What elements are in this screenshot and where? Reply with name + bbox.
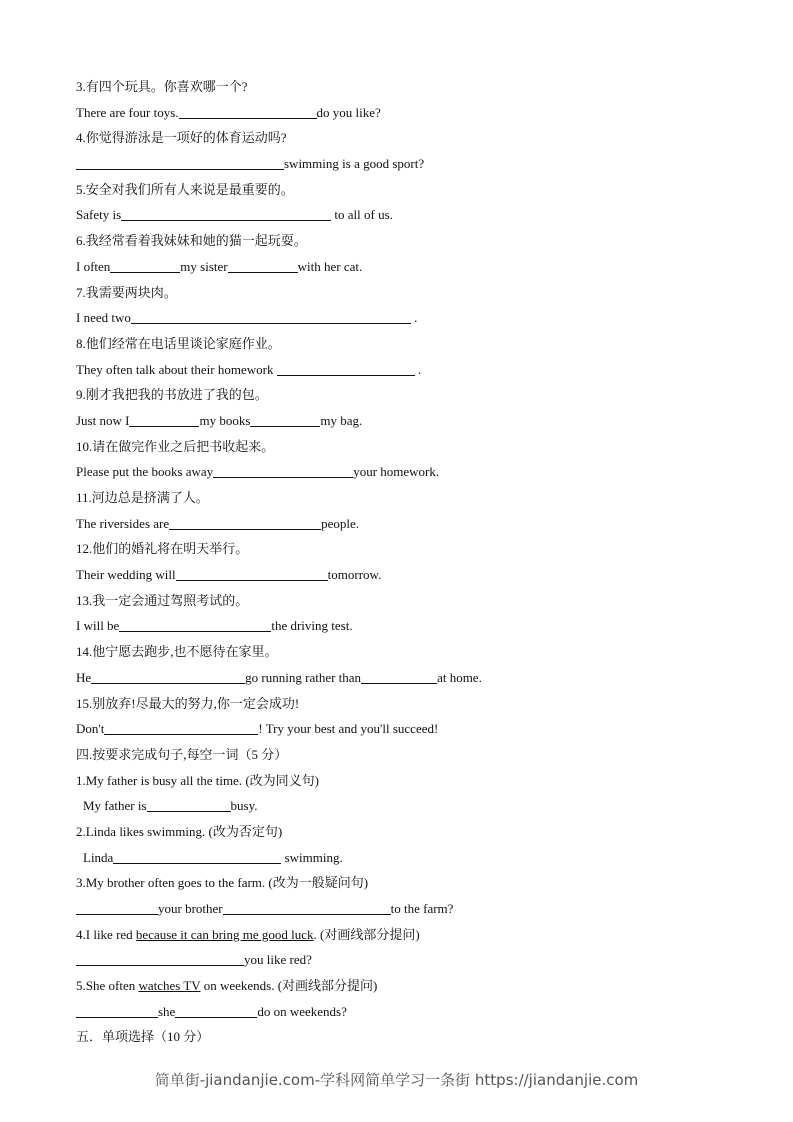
question-10-chinese: 10.请在做完作业之后把书收起来。 xyxy=(76,438,275,454)
answer-blank[interactable] xyxy=(147,797,231,812)
question-10-english: Please put the books away your homework. xyxy=(76,464,440,480)
question-12-english: Their wedding will tomorrow. xyxy=(76,567,382,583)
answer-blank[interactable] xyxy=(228,258,298,273)
rewrite-4-answer: you like red? xyxy=(76,947,736,973)
question-7-chinese: 7.我需要两块肉。 xyxy=(76,284,177,300)
question-8-chinese: 8.他们经常在电话里谈论家庭作业。 xyxy=(76,335,281,351)
answer-blank[interactable] xyxy=(104,720,258,735)
rewrite-4-prompt: 4.I like red because it can bring me good luck. (对画线部分提问) xyxy=(76,926,420,942)
question-15-english: Don't ! Try your best and you'll succeed! xyxy=(76,721,439,737)
answer-blank[interactable] xyxy=(277,361,415,376)
answer-blank[interactable] xyxy=(213,463,353,478)
answer-blank[interactable] xyxy=(76,900,158,915)
rewrite-1-prompt: 1.My father is busy all the time. (改为同义句) xyxy=(76,772,319,788)
question-7-english: I need two . xyxy=(76,310,418,326)
rewrite-3-prompt: 3.My brother often goes to the farm. (改为一般疑问句) xyxy=(76,875,369,891)
answer-blank[interactable] xyxy=(119,617,271,632)
answer-blank[interactable] xyxy=(129,412,199,427)
answer-blank[interactable] xyxy=(176,566,328,581)
question-13-english: I will be the driving test. xyxy=(76,618,353,634)
answer-blank[interactable] xyxy=(76,1003,158,1018)
section-5-heading: 五．单项选择（10 分） xyxy=(76,1029,210,1045)
page-footer: 简单街-jiandanjie.com-学科网简单学习一条街 https://jiandanjie.com xyxy=(154,1071,639,1089)
question-12-chinese: 12.他们的婚礼将在明天举行。 xyxy=(76,541,249,557)
answer-blank[interactable] xyxy=(121,206,331,221)
answer-blank[interactable] xyxy=(113,849,281,864)
rewrite-1-answer: My father is busy. xyxy=(83,798,258,814)
rewrite-2-prompt: 2.Linda likes swimming. (改为否定句) xyxy=(76,823,283,839)
question-14-chinese: 14.他宁愿去跑步,也不愿待在家里。 xyxy=(76,644,278,660)
question-5-english: Safety is to all of us. xyxy=(76,207,393,223)
underlined-phrase: because it can bring me good luck xyxy=(135,926,314,942)
answer-blank[interactable] xyxy=(169,515,321,530)
question-11-chinese: 11.河边总是挤满了人。 xyxy=(76,490,209,505)
question-13-chinese: 13.我一定会通过驾照考试的。 xyxy=(76,592,249,608)
question-3-english: There are four toys. do you like? xyxy=(76,104,381,120)
worksheet-content xyxy=(76,74,736,1050)
answer-blank[interactable] xyxy=(76,155,284,170)
answer-blank[interactable] xyxy=(76,951,244,966)
rewrite-2-answer: Linda swimming. xyxy=(83,849,343,865)
question-14-english: He go running rather than at home. xyxy=(76,669,482,685)
question-6-chinese: 6.我经常看着我妹妹和她的猫一起玩耍。 xyxy=(76,233,307,249)
answer-blank[interactable] xyxy=(223,900,391,915)
answer-blank[interactable] xyxy=(361,669,437,684)
rewrite-5-prompt: 5.She often watches TV on weekends. (对画线部分提问) xyxy=(76,978,378,994)
question-8-english: They often talk about their homework . xyxy=(76,361,422,377)
question-9-english: Just now I my books my bag. xyxy=(76,412,363,428)
question-6-english: I often my sister with her cat. xyxy=(76,258,363,274)
question-4-english: swimming is a good sport? xyxy=(76,151,736,177)
answer-blank[interactable] xyxy=(91,669,245,684)
question-3-chinese: 3.有四个玩具。你喜欢哪一个? xyxy=(76,79,248,94)
section-4-heading: 四.按要求完成句子,每空一词（5 分） xyxy=(76,746,288,762)
question-11-english: The riversides are people. xyxy=(76,515,360,531)
answer-blank[interactable] xyxy=(131,309,411,324)
question-15-chinese: 15.别放弃!尽最大的努力,你一定会成功! xyxy=(76,695,300,711)
answer-blank[interactable] xyxy=(250,412,320,427)
question-9-chinese: 9.刚才我把我的书放进了我的包。 xyxy=(76,387,268,403)
question-5-chinese: 5.安全对我们所有人来说是最重要的。 xyxy=(76,181,294,197)
answer-blank[interactable] xyxy=(179,104,317,119)
question-4-chinese: 4.你觉得游泳是一项好的体育运动吗? xyxy=(76,130,287,146)
answer-blank[interactable] xyxy=(110,258,180,273)
rewrite-3-answer: your brother to the farm? xyxy=(76,896,736,922)
answer-blank[interactable] xyxy=(175,1003,257,1018)
rewrite-5-answer: she do on weekends? xyxy=(76,999,736,1025)
underlined-phrase: watches TV xyxy=(138,978,201,994)
